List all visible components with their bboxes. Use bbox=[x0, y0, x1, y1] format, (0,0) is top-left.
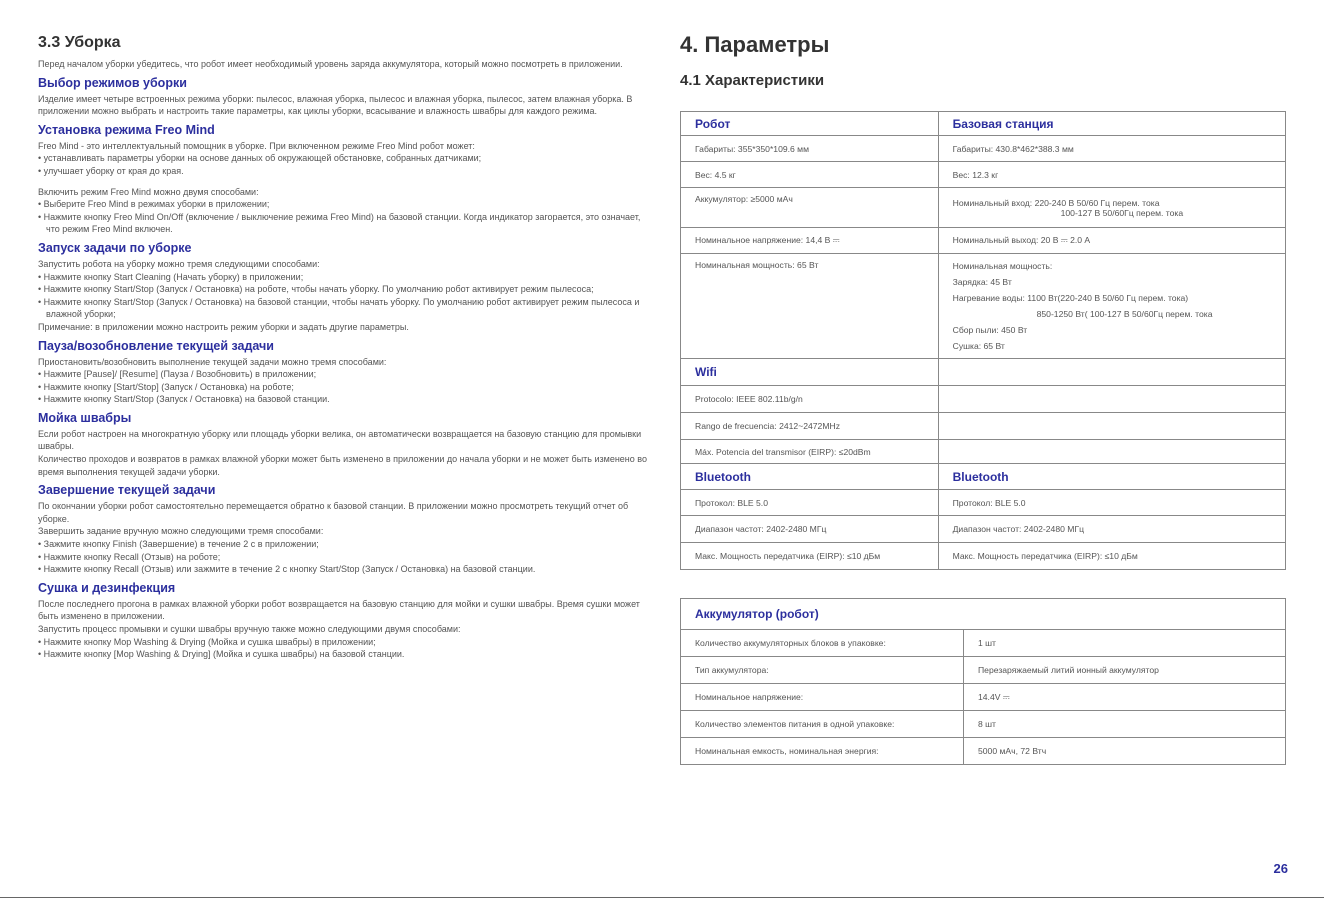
modes-text: Изделие имеет четыре встроенных режима уборки: пылесос, влажная уборка, пылесос и влажная уборка, пылесос, затем влажная уборка. В приложении можно выбрать и настроить такие параметры, как циклы уборки, всасывание и влажность швабры для каждого режима. bbox=[38, 93, 633, 117]
station-input-line1: Номинальный вход: 220-240 В 50/60 Гц перем. тока bbox=[952, 197, 1160, 208]
list-item: • Нажмите кнопку [Mop Washing & Drying] (Мойка и сушка швабры) на базовой станции. bbox=[38, 648, 648, 661]
station-input-line2: 100-127 В 50/60Гц перем. тока bbox=[1060, 207, 1184, 218]
list-item: • Нажмите кнопку Start/Stop (Запуск / Остановка) на роботе, чтобы начать уборку. По умолчанию робот активирует режим пылесоса; bbox=[38, 283, 648, 296]
station-header: Базовая станция bbox=[938, 112, 1285, 136]
table-cell: Вес: 12.3 кг bbox=[938, 162, 1285, 188]
pause-text: Приостановить/возобновить выполнение текущей задачи можно тремя способами: bbox=[38, 356, 387, 367]
dry-heading: Сушка и дезинфекция bbox=[38, 580, 176, 595]
bt-robot-header: Bluetooth bbox=[681, 464, 939, 490]
table-cell: Вес: 4.5 кг bbox=[681, 162, 939, 188]
table-cell: Номинальное напряжение: 14,4 В ⎓ bbox=[681, 228, 939, 254]
station-power-dry: Сушка: 65 Вт bbox=[952, 341, 1005, 351]
finish-text: По окончании уборки робот самостоятельно перемещается обратно к базовой станции. В приложении можно просмотреть текущий отчет об уборке. bbox=[38, 501, 629, 524]
list-item: • Зажмите кнопку Finish (Завершение) в течение 2 с в приложении; bbox=[38, 538, 648, 551]
list-item: • Нажмите кнопку Recall (Отзыв) или зажмите в течение 2 с кнопку Start/Stop (Запуск / Остановка) на базовой станции. bbox=[38, 563, 648, 576]
list-item: • улучшает уборку от края до края. bbox=[38, 165, 648, 178]
bt-station-header: Bluetooth bbox=[938, 464, 1285, 490]
finish-heading: Завершение текущей задачи bbox=[38, 483, 216, 498]
page-subtitle: 4.1 Характеристики bbox=[680, 72, 825, 89]
battery-header: Аккумулятор (робот) bbox=[681, 599, 1286, 630]
table-cell: Макс. Мощность передатчика (EIRP): ≤10 дБм bbox=[938, 543, 1285, 570]
finish-list bbox=[38, 538, 648, 576]
table-cell: Номинальная емкость, номинальная энергия: bbox=[681, 738, 964, 765]
start-note: Примечание: в приложении можно настроить режим уборки и задать другие параметры. bbox=[38, 321, 409, 332]
list-item: • Нажмите кнопку Mop Washing & Drying (Мойка и сушка швабры) в приложении; bbox=[38, 636, 648, 649]
dry-text2: Запустить процесс промывки и сушки швабры вручную также можно следующими двумя способами: bbox=[38, 624, 461, 634]
modes-heading: Выбор режимов уборки bbox=[38, 75, 187, 90]
robot-header: Робот bbox=[681, 112, 939, 136]
pause-list bbox=[38, 368, 648, 406]
list-item: • Нажмите кнопку Start/Stop (Запуск / Остановка) на базовой станции, чтобы начать уборку. По умолчанию робот активирует режим пылесоса и влажной уборки; bbox=[38, 296, 648, 321]
table-cell: Номинальный выход: 20 В ⎓ 2.0 А bbox=[938, 228, 1285, 254]
table-cell-empty bbox=[938, 386, 1285, 413]
table-cell: 14.4V ⎓ bbox=[964, 684, 1286, 711]
table-cell bbox=[938, 254, 1285, 359]
table-cell: Количество аккумуляторных блоков в упаковке: bbox=[681, 630, 964, 657]
list-item: • Нажмите [Pause]/ [Resume] (Пауза / Возобновить) в приложении; bbox=[38, 368, 648, 381]
station-power-charge: Зарядка: 45 Вт bbox=[952, 277, 1012, 287]
station-power-heat: Нагревание воды: 1100 Вт(220-240 В 50/60 Гц перем. тока) bbox=[952, 293, 1189, 303]
pause-heading: Пауза/возобновление текущей задачи bbox=[38, 338, 274, 353]
table-cell: Номинальное напряжение: bbox=[681, 684, 964, 711]
table-cell: Протокол: BLE 5.0 bbox=[681, 490, 939, 516]
mop-text: Если робот настроен на многократную уборку или площадь уборки велика, он автоматически возвращается на базовую станцию для промывки швабры. bbox=[38, 428, 642, 452]
right-column bbox=[680, 30, 1286, 765]
battery-table bbox=[680, 598, 1286, 765]
wifi-header: Wifi bbox=[681, 359, 939, 386]
page-title: 4. Параметры bbox=[680, 32, 830, 57]
dry-text: После последнего прогона в рамках влажной уборки робот возвращается на базовую станцию для мойки и сушки швабры. Время сушки может быть изменено в приложении. bbox=[38, 598, 640, 622]
table-cell: Тип аккумулятора: bbox=[681, 657, 964, 684]
finish-text2: Завершить задание вручную можно следующими тремя способами: bbox=[38, 526, 324, 537]
table-cell: Máx. Potencia del transmisor (EIRP): ≤20dBm bbox=[681, 440, 939, 464]
list-item: • Нажмите кнопку Freo Mind On/Off (включение / выключение режима Freo Mind) на базовой станции. Когда индикатор загорается, это означает, что режим Freo Mind включен. bbox=[38, 211, 648, 236]
mop-heading: Мойка швабры bbox=[38, 410, 132, 425]
page-number: 26 bbox=[1273, 861, 1288, 876]
start-heading: Запуск задачи по уборке bbox=[38, 240, 192, 255]
freo-text2: Включить режим Freo Mind можно двумя способами: bbox=[38, 186, 259, 197]
bottom-divider bbox=[0, 897, 1324, 898]
table-cell: Протокол: BLE 5.0 bbox=[938, 490, 1285, 516]
freo-heading: Установка режима Freo Mind bbox=[38, 122, 215, 137]
mop-text2: Количество проходов и возвратов в рамках влажной уборки может быть изменено в приложении до начала уборки и не может быть изменено во время выполнения текущей задачи уборки. bbox=[38, 454, 647, 477]
spec-table bbox=[680, 111, 1286, 570]
table-cell: Макс. Мощность передатчика (EIRP): ≤10 дБм bbox=[681, 543, 939, 570]
start-list bbox=[38, 271, 648, 321]
station-power-dust: Сбор пыли: 450 Вт bbox=[952, 325, 1028, 335]
table-cell: 5000 мАч, 72 Втч bbox=[964, 738, 1286, 765]
table-cell: Rango de frecuencia: 2412~2472MHz bbox=[681, 413, 939, 440]
left-column bbox=[38, 30, 648, 661]
table-cell: Аккумулятор: ≥5000 мАч bbox=[681, 188, 939, 228]
list-item: • Нажмите кнопку [Start/Stop] (Запуск / Остановка) на роботе; bbox=[38, 381, 648, 394]
table-cell: 8 шт bbox=[964, 711, 1286, 738]
table-cell: Protocolo: IEEE 802.11b/g/n bbox=[681, 386, 939, 413]
list-item: • устанавливать параметры уборки на основе данных об окружающей обстановке, собранных датчиками; bbox=[38, 152, 648, 165]
table-cell-empty bbox=[938, 413, 1285, 440]
table-cell-empty bbox=[938, 359, 1285, 386]
table-cell: 1 шт bbox=[964, 630, 1286, 657]
station-power-heat2: 850-1250 Вт( 100-127 В 50/60Гц перем. тока bbox=[1036, 309, 1213, 319]
list-item: • Нажмите кнопку Start Cleaning (Начать уборку) в приложении; bbox=[38, 271, 648, 284]
freo-list bbox=[38, 152, 648, 177]
table-cell: Номинальная мощность: 65 Вт bbox=[681, 254, 939, 359]
table-cell: Габариты: 430.8*462*388.3 мм bbox=[938, 136, 1285, 162]
intro-text: Перед началом уборки убедитесь, что робот имеет необходимый уровень заряда аккумулятора, который можно посмотреть в приложении. bbox=[38, 59, 623, 69]
freo-list2 bbox=[38, 198, 648, 236]
list-item: • Выберите Freo Mind в режимах уборки в приложении; bbox=[38, 198, 648, 211]
section-title: 3.3 Уборка bbox=[38, 34, 121, 51]
table-cell: Перезаряжаемый литий ионный аккумулятор bbox=[964, 657, 1286, 684]
dry-list bbox=[38, 636, 648, 661]
table-cell: Диапазон частот: 2402-2480 МГц bbox=[681, 516, 939, 543]
freo-text: Freo Mind - это интеллектуальный помощник в уборке. При включенном режиме Freo Mind робот может: bbox=[38, 140, 475, 151]
list-item: • Нажмите кнопку Recall (Отзыв) на роботе; bbox=[38, 551, 648, 564]
station-power-title: Номинальная мощность: bbox=[952, 261, 1053, 271]
table-cell-empty bbox=[938, 440, 1285, 464]
table-cell: Количество элементов питания в одной упаковке: bbox=[681, 711, 964, 738]
start-text: Запустить робота на уборку можно тремя следующими способами: bbox=[38, 258, 320, 269]
table-cell: Габариты: 355*350*109.6 мм bbox=[681, 136, 939, 162]
table-cell: Диапазон частот: 2402-2480 МГц bbox=[938, 516, 1285, 543]
list-item: • Нажмите кнопку Start/Stop (Запуск / Остановка) на базовой станции. bbox=[38, 393, 648, 406]
table-cell bbox=[938, 188, 1285, 228]
